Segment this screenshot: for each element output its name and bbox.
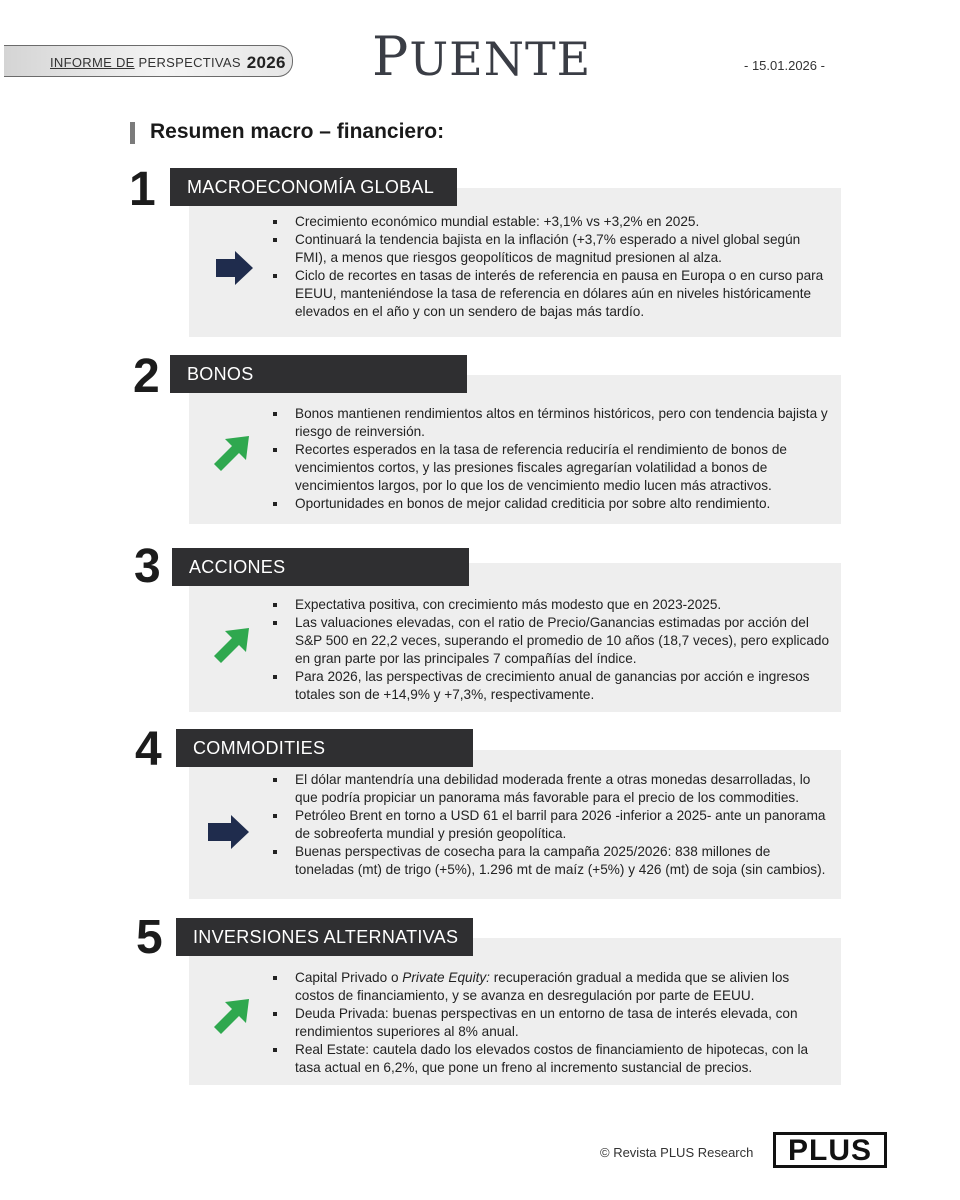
- badge-label-2: PERSPECTIVAS: [134, 55, 245, 70]
- list-item: Para 2026, las perspectivas de crecimiento anual de ganancias por acción e ingresos totales son de +14,9% y +7,3%, respectivamente.: [270, 668, 832, 704]
- block-4-bullets: [270, 771, 832, 879]
- list-item: Deuda Privada: buenas perspectivas en un entorno de tasa de interés elevada, con rendimientos superiores al 8% anual.: [270, 1005, 832, 1041]
- block-3-title: ACCIONES: [172, 548, 469, 586]
- block-5-number: 5: [136, 911, 163, 964]
- list-item: Buenas perspectivas de cosecha para la campaña 2025/2026: 838 millones de toneladas (mt) de trigo (+5%), 1.296 mt de maíz (+5%) y 426 (mt) de soja (sin cambios).: [270, 843, 832, 879]
- list-item: Continuará la tendencia bajista en la inflación (+3,7% esperado a nivel global según FMI), a menos que riesgos geopolíticos de magnitud presionen al alza.: [270, 231, 832, 267]
- block-2-title: BONOS: [170, 355, 467, 393]
- logo-rest: UENTE: [409, 32, 592, 86]
- logo-initial: P: [372, 25, 410, 88]
- list-item: Las valuaciones elevadas, con el ratio de Precio/Ganancias estimadas por acción del S&P 500 en 22,2 veces, superando el promedio de 10 años (18,7 veces), pero explicado en gran parte por las principales 7 compañías del índice.: [270, 614, 832, 668]
- plus-logo: PLUS: [773, 1132, 887, 1168]
- section-title: Resumen macro – financiero:: [150, 120, 445, 143]
- bullet-lead: Capital Privado o: [295, 970, 403, 985]
- arrow-up-right-icon: [205, 622, 257, 668]
- badge-label-1: INFORME DE: [50, 55, 135, 70]
- list-item: El dólar mantendría una debilidad moderada frente a otras monedas desarrolladas, lo que podría propiciar un panorama más favorable para el precio de los commodities.: [270, 771, 832, 807]
- list-item: Crecimiento económico mundial estable: +3,1% vs +3,2% en 2025.: [270, 213, 832, 231]
- block-1-bullets: [270, 213, 832, 321]
- block-3-bullets: [270, 596, 832, 704]
- report-badge-text: [50, 52, 286, 72]
- copyright-text: © Revista PLUS Research: [600, 1145, 754, 1160]
- block-2-bullets: [270, 405, 832, 513]
- list-item: Real Estate: cautela dado los elevados costos de financiamiento de hipotecas, con la tasa actual en 6,2%, que pone un freno al incremento sustancial de precios.: [270, 1041, 832, 1077]
- block-1-number: 1: [129, 163, 156, 216]
- arrow-right-icon: [205, 245, 257, 291]
- list-item: Oportunidades en bonos de mejor calidad crediticia por sobre alto rendimiento.: [270, 495, 832, 513]
- list-item: Bonos mantienen rendimientos altos en términos históricos, pero con tendencia bajista y riesgo de reinversión.: [270, 405, 832, 441]
- list-item: Recortes esperados en la tasa de referencia reduciría el rendimiento de bonos de vencimientos cortos, y las presiones fiscales agregarían volatilidad a bonos de vencimientos largos, por lo que los de vencimiento medio lucen más atractivos.: [270, 441, 832, 495]
- arrow-right-icon: [205, 809, 257, 855]
- list-item: Petróleo Brent en torno a USD 61 el barril para 2026 -inferior a 2025- ante un panorama de sobreoferta mundial y presión geopolítica.: [270, 807, 832, 843]
- block-1-title: MACROECONOMÍA GLOBAL: [170, 168, 457, 206]
- block-5-bullets: [270, 969, 832, 1077]
- bullet-lead-italic: Private Equity:: [402, 970, 490, 985]
- block-2-number: 2: [133, 350, 160, 403]
- block-5-title: INVERSIONES ALTERNATIVAS: [176, 918, 473, 956]
- arrow-up-right-icon: [205, 430, 257, 476]
- puente-logo: [372, 25, 592, 88]
- badge-year: 2026: [246, 53, 286, 72]
- bullet-text: recuperación gradual a medida que se alivien los costos de financiamiento, y se avanza en desregulación por parte de EEUU.: [295, 970, 790, 1003]
- block-3-number: 3: [134, 540, 161, 593]
- block-4-title: COMMODITIES: [176, 729, 473, 767]
- list-item: [270, 969, 832, 1005]
- issue-date: - 15.01.2026 -: [744, 58, 825, 73]
- report-badge: [4, 45, 293, 77]
- list-item: Expectativa positiva, con crecimiento más modesto que en 2023-2025.: [270, 596, 832, 614]
- list-item: Ciclo de recortes en tasas de interés de referencia en pausa en Europa o en curso para EEUU, manteniéndose la tasa de referencia en dólares aún en niveles históricamente elevados en el año y con un sendero de bajas más tardío.: [270, 267, 832, 321]
- block-4-number: 4: [135, 723, 162, 776]
- section-title-bar: [130, 122, 135, 144]
- arrow-up-right-icon: [205, 993, 257, 1039]
